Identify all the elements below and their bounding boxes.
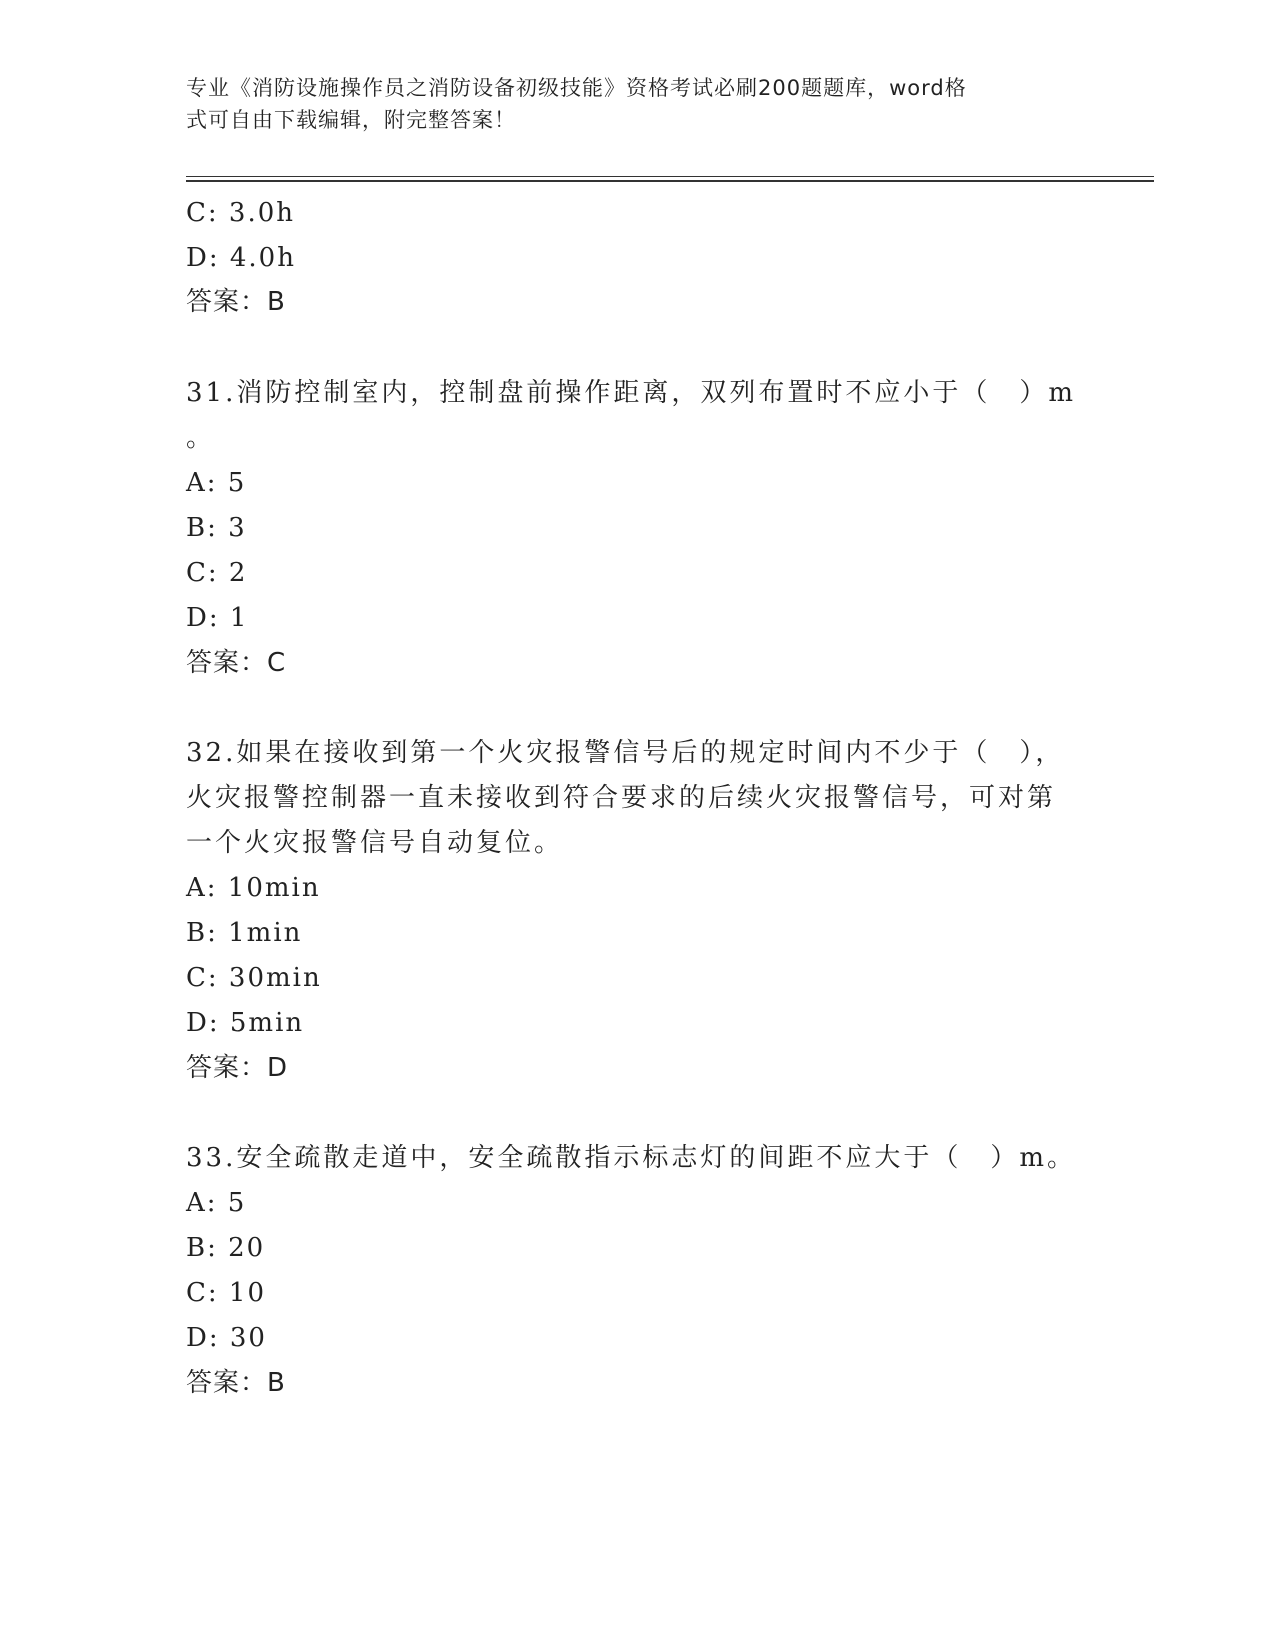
q32-stem-line-2: 火灾报警控制器一直未接收到符合要求的后续火灾报警信号，可对第 (186, 783, 1057, 813)
q31-stem-line-2: 。 (186, 423, 215, 453)
q31-stem-line-1: 31.消防控制室内，控制盘前操作距离，双列布置时不应小于（ ）m (186, 378, 1077, 408)
header-divider-thin (186, 176, 1154, 177)
q30-option-d: D: 4.0h (186, 243, 296, 273)
q32-answer: 答案：D (186, 1053, 289, 1083)
q33-option-a: A: 5 (186, 1188, 247, 1218)
q33-option-c: C: 10 (186, 1278, 267, 1308)
q32-option-d: D: 5min (186, 1008, 305, 1038)
q32-stem-line-3: 一个火灾报警信号自动复位。 (186, 828, 564, 858)
q33-answer: 答案：B (186, 1368, 286, 1398)
q31-answer: 答案：C (186, 648, 287, 678)
q33-option-d: D: 30 (186, 1323, 267, 1353)
q33-option-b: B: 20 (186, 1233, 266, 1263)
header-title-line-2: 式可自由下载编辑，附完整答案！ (186, 108, 516, 132)
q32-option-c: C: 30min (186, 963, 322, 993)
q30-option-c: C: 3.0h (186, 198, 296, 228)
q32-option-b: B: 1min (186, 918, 303, 948)
q31-option-b: B: 3 (186, 513, 247, 543)
q31-option-d: D: 1 (186, 603, 249, 633)
header-title-line-1: 专业《消防设施操作员之消防设备初级技能》资格考试必刷200题题库，word格 (186, 76, 967, 100)
q32-stem-line-1: 32.如果在接收到第一个火灾报警信号后的规定时间内不少于（ ）， (186, 738, 1065, 768)
header-divider-thick (186, 180, 1154, 182)
q33-stem-line-1: 33.安全疏散走道中，安全疏散指示标志灯的间距不应大于（ ）m。 (186, 1143, 1077, 1173)
q31-option-c: C: 2 (186, 558, 248, 588)
q30-answer: 答案：B (186, 287, 286, 317)
q32-option-a: A: 10min (186, 873, 321, 903)
document-header (186, 72, 1066, 136)
q31-option-a: A: 5 (186, 468, 247, 498)
